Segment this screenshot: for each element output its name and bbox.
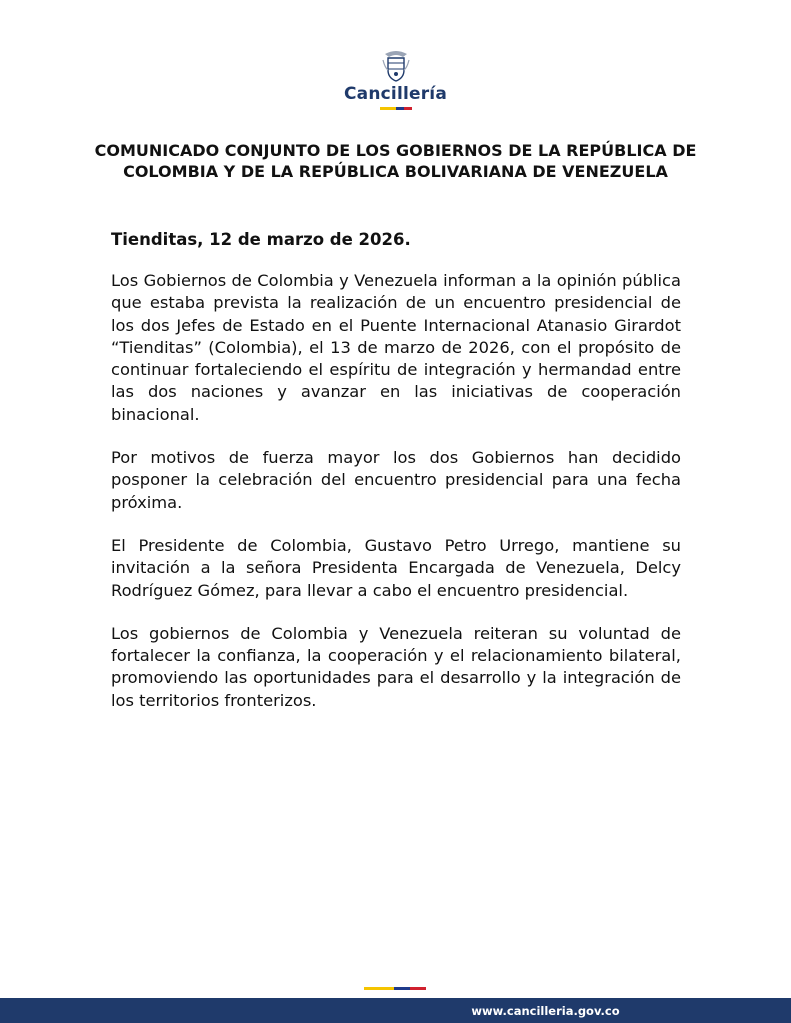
paragraph: El Presidente de Colombia, Gustavo Petro Urrego, mantiene su invitación a la señora Presidenta Encargada de Venezuela, Delcy Rodríguez Gómez, para llevar a cabo el encuentro presidencial. (111, 535, 681, 600)
footer-bar (0, 998, 791, 1023)
flag-stripe (380, 107, 412, 110)
brand-name: Cancillería (343, 84, 448, 104)
colombia-coat-of-arms-icon (381, 48, 411, 82)
paragraph: Los gobiernos de Colombia y Venezuela reiteran su voluntad de fortalecer la confianza, la cooperación y el relacionamiento bilateral, promoviendo las oportunidades para el desarrollo y la integración de los territorios fronterizos. (111, 623, 681, 710)
footer-flag-stripe (364, 987, 426, 990)
website-link[interactable]: www.cancilleria.gov.co (471, 1003, 620, 1018)
letterhead (0, 48, 791, 110)
paragraph: Los Gobiernos de Colombia y Venezuela informan a la opinión pública que estaba prevista la realización de un encuentro presidencial de los dos Jefes de Estado en el Puente Internacional Atanasio Girardot “Tienditas” (Colombia), el 13 de marzo de 2026, con el propósito de continuar fortaleciendo el espíritu de integración y hermandad entre las dos naciones y avanzar en las iniciativas de cooperación binacional. (111, 271, 681, 424)
paragraph: Por motivos de fuerza mayor los dos Gobiernos han decidido posponer la celebración del encuentro presidencial para una fecha próxima. (111, 448, 681, 512)
place-date: Tienditas, 12 de marzo de 2026. (111, 230, 411, 249)
document-title: COMUNICADO CONJUNTO DE LOS GOBIERNOS DE LA REPÚBLICA DE COLOMBIA Y DE LA REPÚBLICA BOLIVARIANA DE VENEZUELA (94, 141, 697, 181)
document-body (111, 270, 681, 733)
